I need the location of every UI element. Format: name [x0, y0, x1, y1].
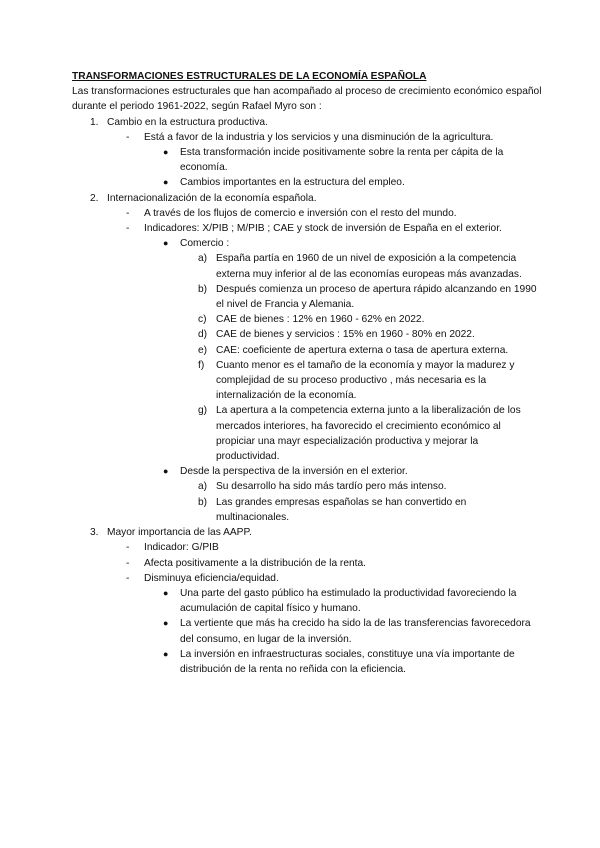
list-item [72, 251, 542, 281]
list-item [72, 206, 542, 221]
list-item-text: Cuanto menor es el tamaño de la economía y mayor la madurez y complejidad de su proceso productivo , más necesaria es la internalización de la economía. [216, 359, 515, 402]
list-item-text: Disminuya eficiencia/equidad. [144, 572, 279, 584]
letter-marker: g) [198, 405, 208, 417]
list-item-text: Esta transformación incide positivamente sobre la renta per cápita de la economía. [180, 147, 504, 174]
letter-marker: e) [198, 344, 208, 356]
list-item-text: Desde la perspectiva de la inversión en el exterior. [180, 466, 408, 478]
list-item [72, 327, 542, 342]
document-title: TRANSFORMACIONES ESTRUCTURALES DE LA ECONOMÍA ESPAÑOLA [72, 71, 427, 82]
list-item-text: Comercio : [180, 238, 230, 250]
intro-paragraph: Las transformaciones estructurales que han acompañado al proceso de crecimiento económico español durante el periodo 1961-2022, según Rafael Myro son : [72, 86, 542, 113]
bullet-marker: ● [163, 618, 169, 629]
list-item-text: Indicadores: X/PIB ; M/PIB ; CAE y stock de inversión de España en el exterior. [144, 223, 502, 235]
section-heading: Cambio en la estructura productiva. [107, 116, 268, 128]
bullet-marker: ● [163, 238, 169, 249]
list-item-text: CAE de bienes : 12% en 1960 - 62% en 2022. [216, 314, 425, 326]
list-item [72, 282, 542, 312]
letter-marker: c) [198, 314, 207, 326]
list-item [72, 586, 542, 616]
list-item [72, 130, 542, 145]
list-item-text: CAE de bienes y servicios : 15% en 1960 - 80% en 2022. [216, 329, 475, 341]
dash-marker: - [126, 223, 130, 235]
section-1-heading [72, 115, 542, 130]
letter-marker: a) [198, 481, 208, 493]
letter-marker: d) [198, 329, 208, 341]
list-item [72, 343, 542, 358]
list-item [72, 540, 542, 555]
list-item [72, 647, 542, 677]
list-item-text: Afecta positivamente a la distribución de la renta. [144, 557, 366, 569]
list-item [72, 236, 542, 251]
list-item [72, 403, 542, 464]
list-item [72, 556, 542, 571]
list-item [72, 495, 542, 525]
list-item [72, 464, 542, 479]
dash-marker: - [126, 207, 130, 219]
letter-marker: f) [198, 359, 205, 371]
list-number: 3. [90, 527, 99, 539]
list-item-text: Su desarrollo ha sido más tardío pero más intenso. [216, 481, 447, 493]
list-item-text: Está a favor de la industria y los servicios y una disminución de la agricultura. [144, 131, 494, 143]
list-item [72, 221, 542, 236]
letter-marker: b) [198, 496, 208, 508]
dash-marker: - [126, 557, 130, 569]
bullet-marker: ● [163, 587, 169, 598]
list-item-text: La apertura a la competencia externa junto a la liberalización de los mercados interiores, ha favorecido el crecimiento económico al propiciar una mayr especialización productiva y mejorar la productividad. [216, 405, 521, 463]
letter-marker: a) [198, 253, 208, 265]
bullet-marker: ● [163, 466, 169, 477]
list-item [72, 145, 542, 175]
list-item-text: Cambios importantes en la estructura del empleo. [180, 177, 405, 189]
list-item [72, 571, 542, 586]
dash-marker: - [126, 572, 130, 584]
document-page [72, 69, 542, 677]
list-item-text: La vertiente que más ha crecido ha sido la de las transferencias favorecedora del consumo, en lugar de la inversión. [180, 618, 531, 645]
dash-marker: - [126, 131, 130, 143]
list-item-text: España partía en 1960 de un nivel de exposición a la competencia externa muy inferior al de las economías europeas más avanzadas. [216, 253, 522, 280]
list-number: 2. [90, 192, 99, 204]
list-number: 1. [90, 116, 99, 128]
bullet-marker: ● [163, 147, 169, 158]
list-item-text: Después comienza un proceso de apertura rápido alcanzando en 1990 el nivel de Francia y Alemania. [216, 283, 537, 311]
list-item [72, 479, 542, 494]
letter-marker: b) [198, 283, 208, 295]
section-heading: Internacionalización de la economía española. [107, 192, 317, 204]
list-item-text: La inversión en infraestructuras sociales, constituye una vía importante de distribución de la renta no reñida con la eficiencia. [180, 648, 515, 675]
section-3-heading [72, 525, 542, 540]
bullet-marker: ● [163, 177, 169, 188]
list-item [72, 175, 542, 190]
bullet-marker: ● [163, 648, 169, 659]
list-item [72, 312, 542, 327]
section-2-heading [72, 191, 542, 206]
list-item-text: A través de los flujos de comercio e inversión con el resto del mundo. [144, 207, 457, 219]
list-item-text: Una parte del gasto público ha estimulado la productividad favoreciendo la acumulación de capital físico y humano. [180, 587, 517, 615]
list-item [72, 358, 542, 404]
list-item [72, 616, 542, 646]
section-heading: Mayor importancia de las AAPP. [107, 527, 252, 539]
list-item-text: CAE: coeficiente de apertura externa o tasa de apertura externa. [216, 344, 509, 356]
list-item-text: Indicador: G/PIB [144, 542, 219, 554]
list-item-text: Las grandes empresas españolas se han convertido en multinacionales. [216, 496, 467, 523]
dash-marker: - [126, 542, 130, 554]
